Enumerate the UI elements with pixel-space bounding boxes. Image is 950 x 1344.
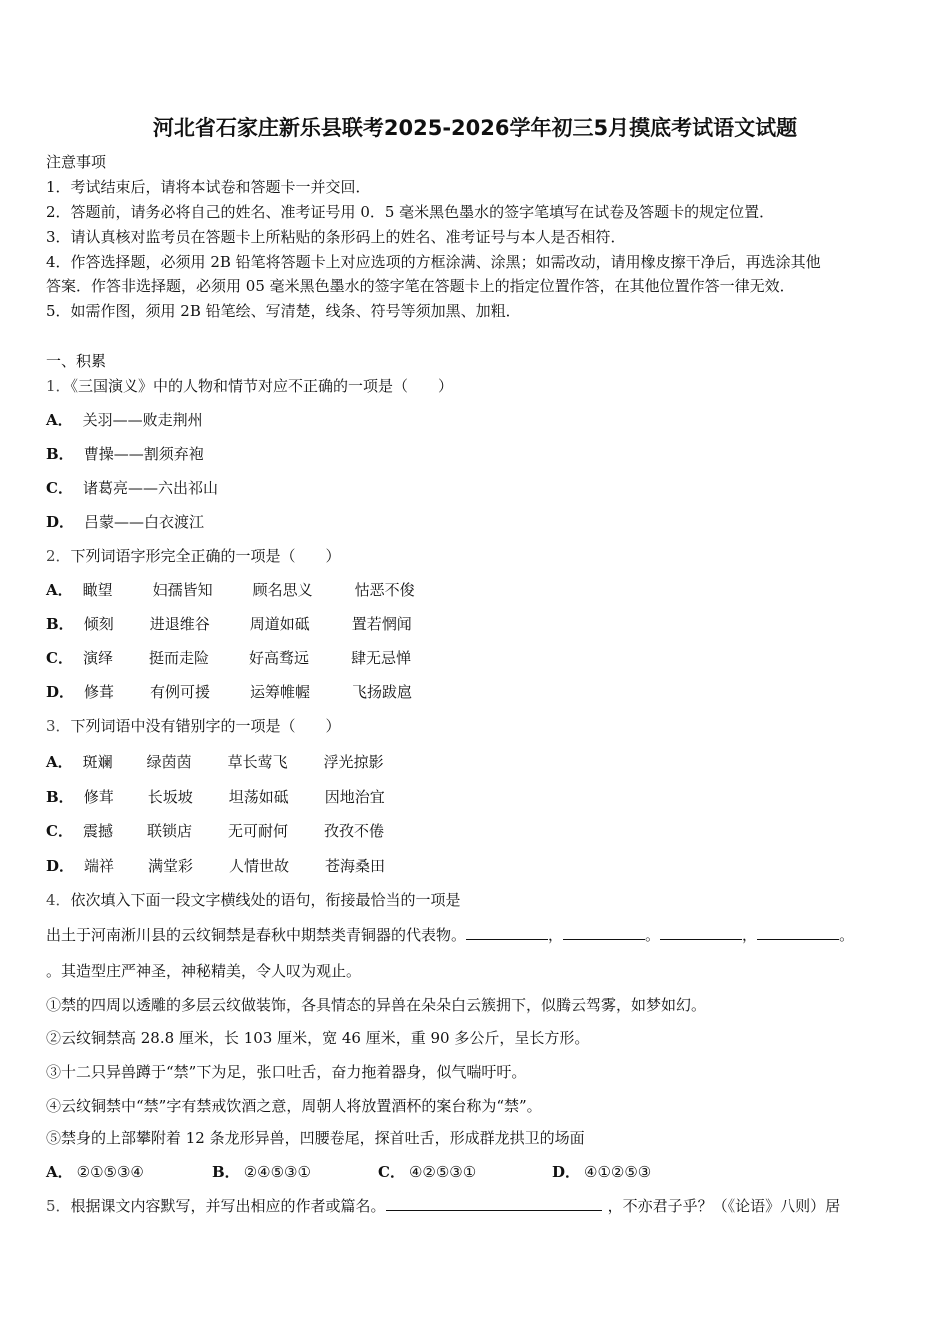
option-row	[46, 410, 203, 430]
option-word: 妇孺皆知	[152, 581, 213, 599]
option-label: B．	[46, 445, 74, 463]
option-word: 坦荡如砥	[228, 788, 289, 806]
question-stem: 下列词语中没有错别字的一项是（ ）	[70, 717, 341, 735]
option-word: 瞰望	[82, 581, 113, 599]
option-word: 孜孜不倦	[323, 822, 384, 840]
option-label: C．	[46, 822, 73, 840]
option-row	[46, 682, 412, 702]
option-text: 曹操——割须弃袍	[83, 445, 204, 463]
option-word: 满堂彩	[148, 857, 194, 875]
option-word: 长坂坡	[147, 788, 193, 806]
question-1	[46, 376, 453, 396]
option-label: A．	[46, 1163, 73, 1181]
option-label: A．	[46, 753, 73, 771]
option-label: B．	[46, 615, 74, 633]
option-text: ②①⑤③④	[76, 1163, 144, 1181]
option-row	[46, 512, 204, 532]
option-word: 绿茵茵	[146, 753, 192, 771]
answer-blank[interactable]	[757, 925, 839, 940]
sentence-item: ③十二只异兽蹲于“禁”下为足，张口吐舌，奋力拖着器身，似气喘吁吁。	[46, 1063, 527, 1081]
option-label: C．	[46, 649, 73, 667]
option-row	[46, 614, 412, 634]
option-word: 飞扬跋扈	[352, 683, 413, 701]
notice-item: 1．考试结束后，请将本试卷和答题卡一并交回．	[46, 178, 371, 196]
option-label: B．	[46, 788, 74, 806]
question-number: 1．	[46, 377, 71, 395]
question-4	[46, 890, 461, 910]
option-word: 置若惘闻	[351, 615, 412, 633]
notice-item: 2．答题前，请务必将自己的姓名、准考证号用 0．5 毫米黑色墨水的签字笔填写在试卷及答题卡的规定位置．	[46, 203, 775, 221]
option-word: 人情世故	[229, 857, 290, 875]
answer-blank[interactable]	[466, 925, 548, 940]
option-word: 因地治宜	[324, 788, 385, 806]
answer-blank[interactable]	[660, 925, 742, 940]
question-2	[46, 546, 341, 566]
option-label: D．	[552, 1163, 581, 1181]
question-tail: ，不亦君子乎？（《论语》八则）居	[607, 1197, 841, 1215]
option-word: 端祥	[84, 857, 115, 875]
question-number: 3．	[46, 717, 71, 735]
option-label: A．	[46, 411, 73, 429]
sentence-item: ④云纹铜禁中“禁”字有禁戒饮酒之意，周朝人将放置酒杯的案台称为“禁”。	[46, 1097, 542, 1115]
option-text: 诸葛亮——六出祁山	[82, 479, 218, 497]
question-number: 5．	[46, 1197, 71, 1215]
option-text: ④②⑤③①	[408, 1163, 477, 1181]
option-word: 挺而走险	[148, 649, 209, 667]
option-word: 肆无忌惮	[350, 649, 411, 667]
option-word: 联锁店	[146, 822, 192, 840]
option-label: D．	[46, 857, 75, 875]
option-row	[46, 648, 411, 668]
page-title: 河北省石家庄新乐县联考2025-2026学年初三5月摸底考试语文试题	[152, 116, 798, 140]
passage-text: 。其造型庄严神圣，神秘精美，令人叹为观止。	[46, 962, 362, 980]
question-number: 2．	[46, 547, 71, 565]
notice-item: 5．如需作图，须用 2B 铅笔绘、写清楚，线条、符号等须加黑、加粗．	[46, 302, 521, 320]
option-word: 修茸	[83, 788, 114, 806]
sentence-item: ①禁的四周以透雕的多层云纹做装饰，各具情态的异兽在朵朵白云簇拥下，似腾云驾雾，如梦如幻。	[46, 996, 707, 1014]
option-label: A．	[46, 581, 73, 599]
option-row	[46, 856, 385, 876]
option-word: 震撼	[82, 822, 113, 840]
question-stem: 根据课文内容默写，并写出相应的作者或篇名。	[70, 1197, 386, 1215]
option-word: 有例可援	[150, 683, 211, 701]
passage-text: 出土于河南淅川县的云纹铜禁是春秋中期禁类青铜器的代表物。	[46, 926, 467, 944]
option-row	[46, 821, 384, 841]
sentence-item: ②云纹铜禁高 28.8 厘米，长 103 厘米，宽 46 厘米，重 90 多公斤，呈长方形。	[46, 1029, 590, 1047]
option-row	[46, 580, 415, 600]
answer-blank[interactable]	[386, 1196, 602, 1211]
section-heading: 一、积累	[46, 352, 107, 370]
option-word: 修葺	[84, 683, 115, 701]
option-text: ④①②⑤③	[584, 1163, 652, 1181]
option-label: C．	[378, 1163, 405, 1181]
option-word: 周道如砥	[249, 615, 310, 633]
option-row	[46, 478, 218, 498]
notice-item: 3．请认真核对监考员在答题卡上所粘贴的条形码上的姓名、准考证号与本人是否相符．	[46, 228, 626, 246]
option-label: D．	[46, 683, 75, 701]
option-label: B．	[212, 1163, 240, 1181]
option-text: 关羽——败走荆州	[82, 411, 203, 429]
option-row	[46, 752, 384, 772]
question-5	[46, 1196, 840, 1216]
option-row	[46, 1162, 651, 1182]
option-row	[46, 444, 204, 464]
option-word: 好高骛远	[248, 649, 309, 667]
question-stem: 下列词语字形完全正确的一项是（ ）	[70, 547, 341, 565]
option-label: C．	[46, 479, 73, 497]
notice-item: 答案．作答非选择题，必须用 05 毫米黑色墨水的签字笔在答题卡上的指定位置作答，在其他位置作答一律无效．	[46, 277, 795, 295]
option-word: 演绎	[82, 649, 113, 667]
option-row	[46, 787, 385, 807]
option-word: 浮光掠影	[323, 753, 384, 771]
notice-heading: 注意事项	[46, 153, 107, 171]
option-word: 苍海桑田	[325, 857, 386, 875]
option-word: 无可耐何	[227, 822, 288, 840]
answer-blank[interactable]	[563, 925, 645, 940]
sentence-item: ⑤禁身的上部攀附着 12 条龙形异兽，凹腰卷尾，探首吐舌，形成群龙拱卫的场面	[46, 1129, 585, 1147]
option-label: D．	[46, 513, 75, 531]
option-word: 进退维谷	[149, 615, 210, 633]
option-word: 斑斓	[82, 753, 113, 771]
passage-line: 出土于河南淅川县的云纹铜禁是春秋中期禁类青铜器的代表物。 ， 。 ， 。	[46, 926, 855, 944]
question-3	[46, 716, 341, 736]
option-word: 草长莺飞	[227, 753, 288, 771]
option-text: ②④⑤③①	[243, 1163, 311, 1181]
option-word: 顾名思义	[252, 581, 313, 599]
question-stem: 依次填入下面一段文字横线处的语句，衔接最恰当的一项是	[70, 891, 461, 909]
option-word: 倾刻	[83, 615, 114, 633]
option-text: 吕蒙——白衣渡江	[84, 513, 205, 531]
notice-item: 4．作答选择题，必须用 2B 铅笔将答题卡上对应选项的方框涂满、涂黑；如需改动，请用橡皮擦干净后，再选涂其他	[46, 253, 821, 271]
option-word: 怙恶不俊	[354, 581, 415, 599]
question-stem: 《三国演义》中的人物和情节对应不正确的一项是（ ）	[70, 377, 454, 395]
option-word: 运筹帷幄	[250, 683, 311, 701]
question-number: 4．	[46, 891, 71, 909]
